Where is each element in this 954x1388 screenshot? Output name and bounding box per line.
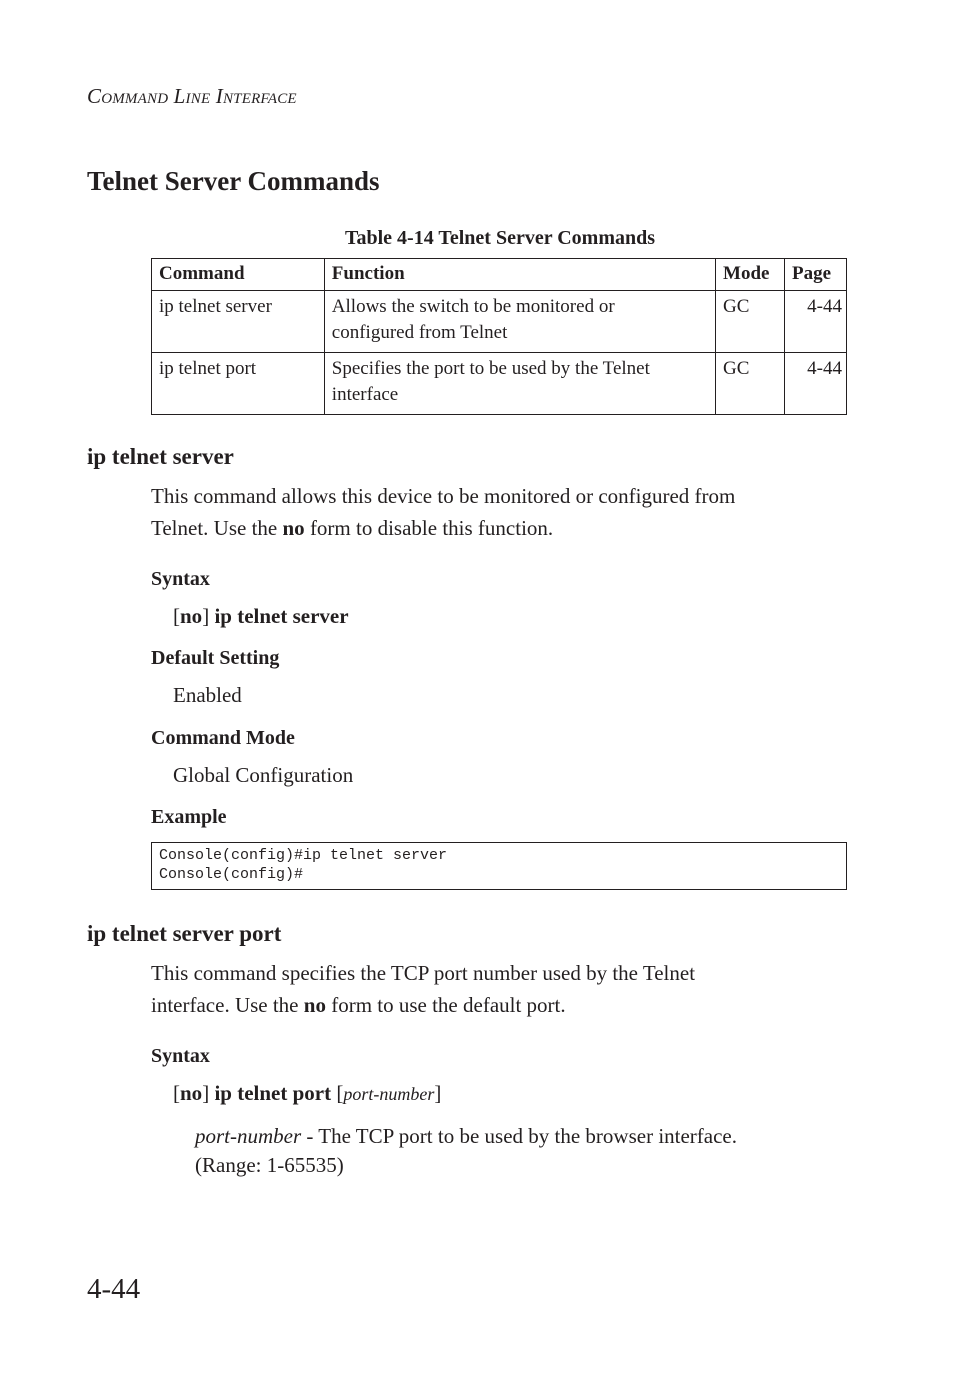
function-line: Specifies the port to be used by the Telnet: [331, 358, 650, 379]
cell-function: [324, 353, 715, 415]
no-keyword: no: [180, 604, 203, 628]
argument: port-number: [343, 1084, 435, 1104]
cell-page: 4-44: [784, 353, 846, 415]
description-text: interface. Use the: [151, 993, 304, 1017]
syntax-line: [173, 604, 349, 629]
column-header-command: Command: [152, 259, 325, 291]
bracket: [: [336, 1081, 344, 1105]
command-keyword: ip telnet port: [214, 1081, 332, 1105]
command-description: [151, 480, 735, 544]
description-line: [151, 512, 735, 544]
description-line: This command specifies the TCP port number used by the Telnet: [151, 961, 696, 985]
table-row: [152, 291, 847, 353]
function-line: Allows the switch to be monitored or: [331, 296, 615, 317]
syntax-heading: Syntax: [151, 1045, 210, 1067]
cell-mode: GC: [716, 291, 785, 353]
bracket: ]: [434, 1081, 442, 1105]
column-header-page: Page: [784, 259, 846, 291]
running-header: Command Line Interface: [87, 84, 297, 108]
column-header-function: Function: [324, 259, 715, 291]
code-line: Console(config)#ip telnet server: [159, 847, 448, 864]
description-line: This command allows this device to be monitored or configured from: [151, 484, 736, 508]
parameter-text: - The TCP port to be used by the browser interface.: [301, 1124, 738, 1148]
syntax-heading: Syntax: [151, 568, 210, 590]
syntax-line: [173, 1081, 441, 1106]
cell-command: ip telnet port: [152, 353, 325, 415]
no-keyword: no: [282, 516, 305, 540]
bracket: ]: [202, 1081, 210, 1105]
code-line: Console(config)#: [159, 866, 304, 883]
default-setting-value: Enabled: [173, 683, 242, 707]
commands-table: [151, 258, 847, 415]
description-text: form to disable this function.: [304, 516, 554, 540]
parameter-line: [195, 1122, 737, 1151]
no-keyword: no: [180, 1081, 203, 1105]
function-line: configured from Telnet: [331, 322, 508, 343]
cell-command: ip telnet server: [152, 291, 325, 353]
command-description: [151, 957, 695, 1021]
cell-mode: GC: [716, 353, 785, 415]
description-line: [151, 989, 695, 1021]
page-number: 4-44: [87, 1273, 141, 1305]
cell-function: [324, 291, 715, 353]
bracket: ]: [202, 604, 210, 628]
column-header-mode: Mode: [716, 259, 785, 291]
command-mode-heading: Command Mode: [151, 727, 295, 749]
command-title-ip-telnet-server-port: ip telnet server port: [87, 921, 282, 946]
no-keyword: no: [303, 993, 326, 1017]
section-title: Telnet Server Commands: [87, 166, 380, 196]
parameter-description: [195, 1122, 737, 1180]
description-text: form to use the default port.: [325, 993, 566, 1017]
table-caption: Table 4-14 Telnet Server Commands: [344, 227, 656, 249]
parameter-range: (Range: 1-65535): [195, 1153, 344, 1177]
bracket: [: [173, 1081, 180, 1105]
command-title-ip-telnet-server: ip telnet server: [87, 444, 234, 469]
default-setting-heading: Default Setting: [151, 647, 280, 669]
description-text: Telnet. Use the: [151, 516, 283, 540]
example-code-box: [151, 842, 847, 890]
function-line: interface: [331, 384, 399, 405]
table-header-row: [152, 259, 847, 291]
parameter-name: port-number: [195, 1124, 302, 1148]
command-mode-value: Global Configuration: [173, 763, 354, 787]
bracket: [: [173, 604, 180, 628]
example-heading: Example: [151, 806, 227, 828]
command-keyword: ip telnet server: [214, 604, 349, 628]
table-row: [152, 353, 847, 415]
cell-page: 4-44: [784, 291, 846, 353]
